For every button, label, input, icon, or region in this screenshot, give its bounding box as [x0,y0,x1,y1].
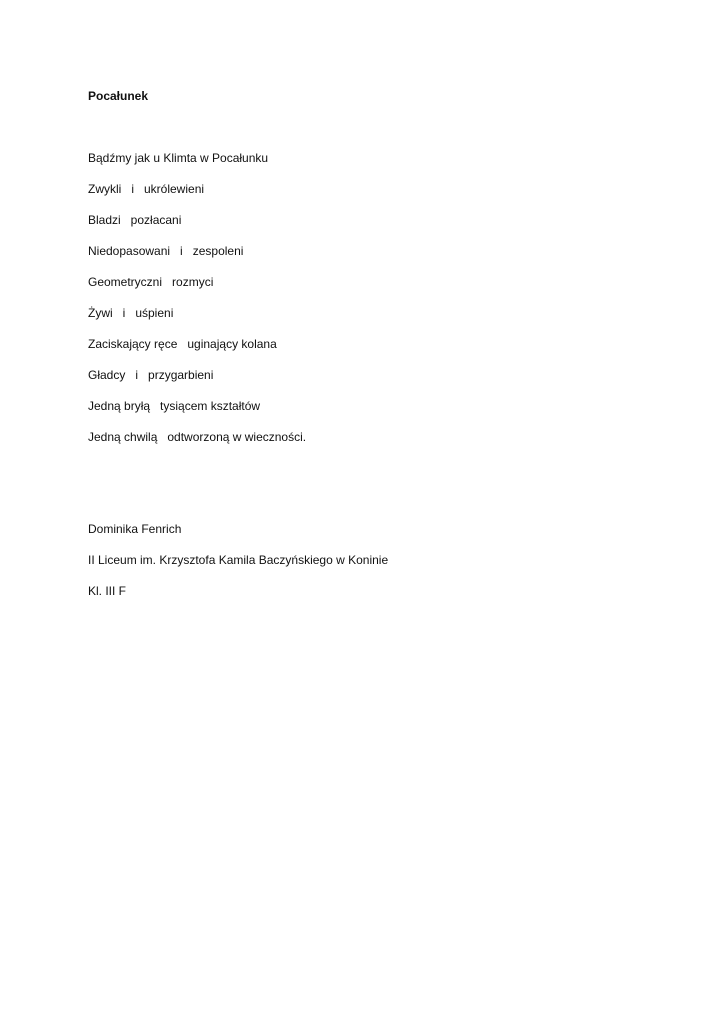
poem-line-5: Geometryczni rozmyci [88,275,214,289]
poem-line-7: Zaciskający ręce uginający kolana [88,337,277,351]
poem-line-6: Żywi i uśpieni [88,306,174,320]
poem-line-10: Jedną chwilą odtworzoną w wieczności. [88,430,307,444]
poem-line-8: Gładcy i przygarbieni [88,368,214,382]
poem-line-3: Bladzi pozłacani [88,213,182,227]
poem-line-9: Jedną bryłą tysiącem kształtów [88,399,261,413]
school-name: II Liceum im. Krzysztofa Kamila Baczyńskiego w Koninie [88,553,389,567]
author-name: Dominika Fenrich [88,522,182,536]
poem-line-4: Niedopasowani i zespoleni [88,244,244,258]
poem-line-1: Bądźmy jak u Klimta w Pocałunku [88,151,269,165]
class-label: Kl. III F [88,584,127,598]
poem-line-2: Zwykli i ukrólewieni [88,182,205,196]
poem-title: Pocałunek [88,89,149,103]
